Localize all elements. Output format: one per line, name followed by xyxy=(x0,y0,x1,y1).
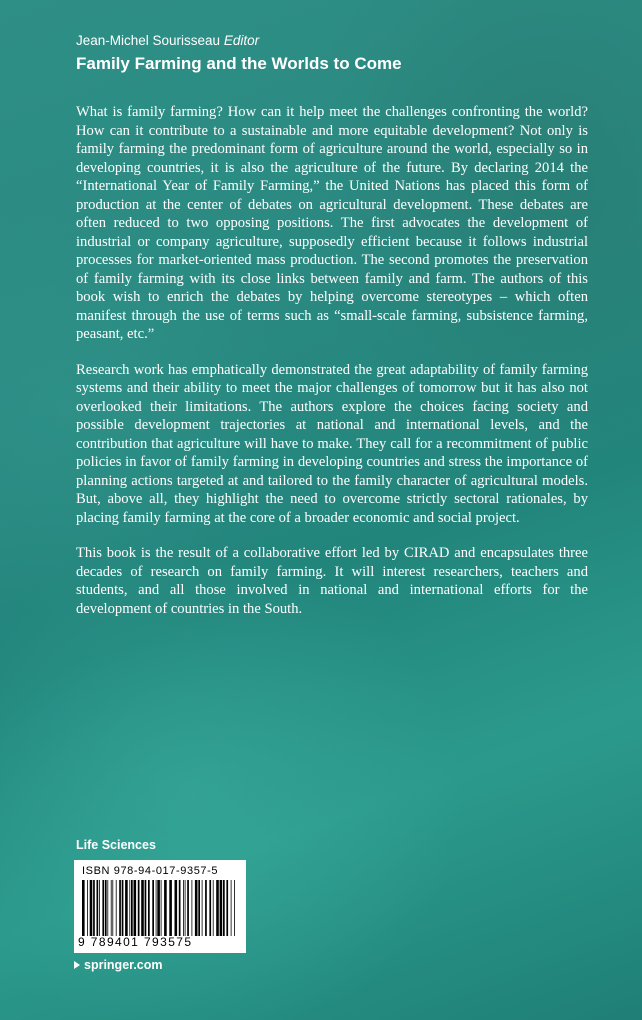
barcode-bar xyxy=(145,880,147,936)
barcode-bar xyxy=(87,880,88,936)
barcode-bar xyxy=(183,880,184,936)
barcode-bar xyxy=(205,880,207,936)
barcode-bar xyxy=(223,880,225,936)
barcode-bar xyxy=(131,880,133,936)
barcode-bar xyxy=(169,880,172,936)
barcode-bar xyxy=(185,880,186,936)
barcode-bar xyxy=(119,880,121,936)
barcode-bar xyxy=(161,880,162,936)
barcode-bar xyxy=(231,880,232,936)
blurb-paragraph: What is family farming? How can it help meet the challenges confronting the world? How can it contribute to a sustainable and more equitable development? Not only is family farming the predominant form of agriculture around the world, especially so in developing countries, it is also the agriculture of the future. By declaring 2014 the “International Year of Family Farming,” the United Nations has placed this form of production at the center of debates on agricultural development. These debates are often reduced to two opposing positions. The first advocates the development of industrial or company agriculture, supposedly efficient because it follows industrial processes for market-oriented mass production. The second promotes the preservation of family farming with its close links between family and farm. The authors of this book wish to enrich the debates by helping overcome stereotypes – which often manifest through the use of terms such as “small-scale farming, subsistence farming, peasant, etc.” xyxy=(76,104,588,342)
barcode-bar xyxy=(209,880,211,936)
barcode-bar xyxy=(125,880,128,936)
barcode-bar xyxy=(179,880,181,936)
barcode-bar xyxy=(213,880,214,936)
barcode-bar xyxy=(226,880,228,936)
publisher-link[interactable] xyxy=(74,958,163,972)
barcode-bar xyxy=(216,880,219,936)
arrow-right-icon xyxy=(74,961,80,969)
barcode-bar xyxy=(138,880,140,936)
barcode-bar xyxy=(187,880,189,936)
barcode-bar xyxy=(148,880,150,936)
barcode-bar xyxy=(175,880,178,936)
book-title: Family Farming and the Worlds to Come xyxy=(76,54,402,73)
publisher-link-label: springer.com xyxy=(84,958,163,972)
barcode-bars xyxy=(82,880,238,936)
barcode-bar xyxy=(122,880,124,936)
barcode-bar xyxy=(107,880,108,936)
barcode-bar xyxy=(97,880,99,936)
barcode xyxy=(74,860,246,953)
barcode-digits: 9 789401 793575 xyxy=(78,935,193,949)
barcode-bar xyxy=(141,880,144,936)
barcode-bar xyxy=(93,880,95,936)
barcode-bar xyxy=(112,880,113,936)
barcode-bar xyxy=(134,880,137,936)
editor-role: Editor xyxy=(223,33,260,48)
barcode-bar xyxy=(157,880,160,936)
series-label: Life Sciences xyxy=(76,838,156,852)
barcode-bar xyxy=(90,880,93,936)
editor-name: Jean-Michel Sourisseau xyxy=(76,33,221,48)
barcode-bar xyxy=(102,880,104,936)
blurb xyxy=(76,103,588,635)
barcode-bar xyxy=(152,880,154,936)
barcode-bar xyxy=(129,880,130,936)
barcode-bar xyxy=(202,880,203,936)
barcode-bar xyxy=(220,880,223,936)
blurb-paragraph: This book is the result of a collaborative effort led by CIRAD and encapsulates three decades of research on family farming. It will interest researchers, teachers and students, and all those involved in national and international efforts for the development of countries in the South. xyxy=(76,545,588,617)
isbn-label: ISBN 978-94-017-9357-5 xyxy=(82,865,219,877)
barcode-bar xyxy=(195,880,198,936)
barcode-bar xyxy=(105,880,107,936)
blurb-paragraph: Research work has emphatically demonstrated the great adaptability of family farming systems and their ability to meet the major challenges of tomorrow but it has also not overlooked their limitations. The authors explore the choices facing society and possible development trajectories at national and international levels, and the contribution that agriculture will have to make. They call for a recommitment of public policies in favor of family farming in developing countries and stress the importance of planning actions targeted at and tailored to the family character of agricultural models. But, above all, they highlight the need to overcome strictly sectoral rationales, by placing family farming at the core of a broader economic and social project. xyxy=(76,361,588,526)
barcode-bar xyxy=(234,880,235,936)
barcode-bar xyxy=(156,880,157,936)
barcode-bar xyxy=(99,880,100,936)
barcode-bar xyxy=(192,880,193,936)
editor-line xyxy=(76,32,596,50)
barcode-bar xyxy=(82,880,85,936)
cover-header xyxy=(76,32,596,75)
barcode-bar xyxy=(164,880,167,936)
barcode-bar xyxy=(111,880,112,936)
barcode-bar xyxy=(198,880,200,936)
barcode-bar xyxy=(116,880,117,936)
